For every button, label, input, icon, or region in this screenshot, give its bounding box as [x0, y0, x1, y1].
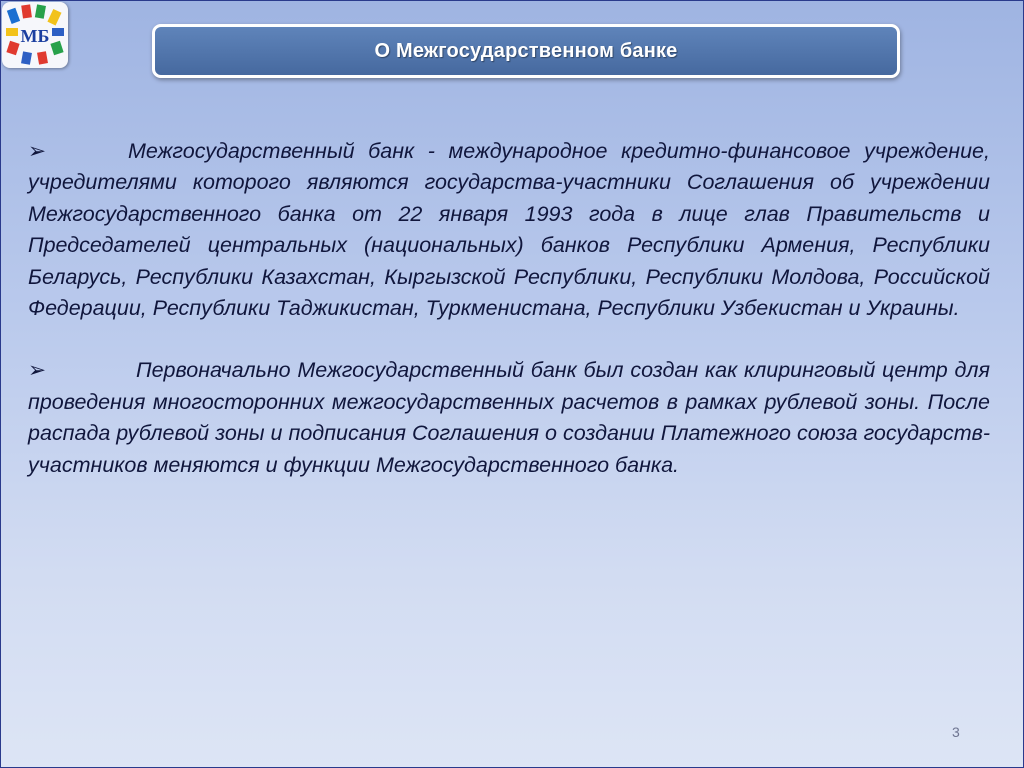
page-number: 3: [952, 724, 960, 740]
paragraph-1: [28, 136, 990, 324]
logo-text: МБ: [20, 26, 50, 46]
content-area: [28, 136, 990, 481]
bank-logo: [2, 2, 68, 68]
paragraph-2: [28, 355, 990, 481]
title-bar: [152, 24, 900, 78]
arrow-bullet-icon: ➢: [28, 358, 47, 383]
paragraph-1-text: Межгосударственный банк - международное кредитно-финансовое учреждение, учредителями которого являются государства-участники Соглашения об учреждении Межгосударственного банка от 22 января 1993 года в лице глав Правительств и Председателей центральных (национальных) банков Республики Армения, Республики Беларусь, Республики Казахстан, Кыргызской Республики, Республики Молдова, Российской Федерации, Республики Таджикистан, Туркменистана, Республики Узбекистан и Украины.: [28, 139, 990, 321]
arrow-bullet-icon: ➢: [28, 139, 47, 163]
paragraph-2-text: Первоначально Межгосударственный банк был создан как клиринговый центр для проведения многосторонних межгосударственных расчетов в рамках рублевой зоны. После распада рублевой зоны и подписания Соглашения о создании Платежного союза государств-участников меняются и функции Межгосударственного банка.: [28, 358, 990, 477]
page-title: О Межгосударственном банке: [374, 39, 678, 62]
logo-icon: [2, 2, 68, 68]
